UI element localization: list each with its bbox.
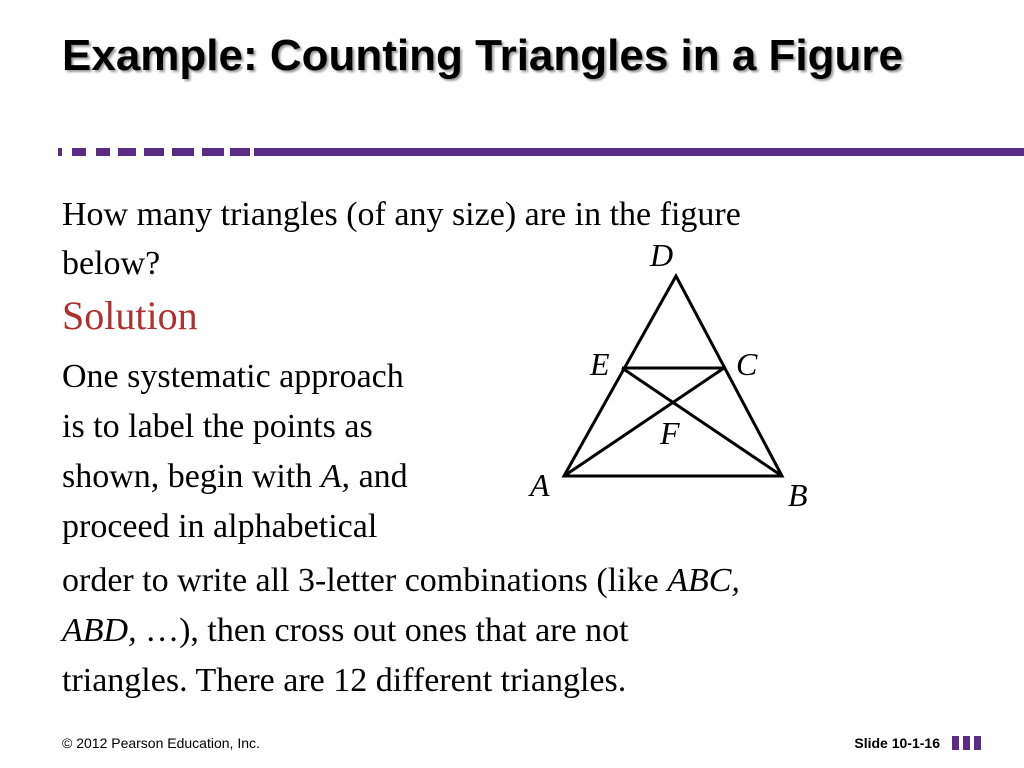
body-text: order to write all 3-letter combinations (like: [62, 562, 668, 599]
divider-dash: [230, 148, 250, 156]
copyright-text: © 2012 Pearson Education, Inc.: [62, 735, 260, 751]
solution-body-narrow: [62, 352, 512, 552]
divider-solid: [254, 148, 1024, 156]
body-text: and: [350, 458, 408, 495]
body-text: …), then cross out ones that are not: [136, 612, 629, 649]
divider-dash: [172, 148, 194, 156]
body-line: [62, 556, 962, 606]
question-text: How many triangles (of any size) are in the figure below?: [62, 196, 741, 282]
body-line: [62, 452, 512, 502]
divider-dash: [118, 148, 136, 156]
footer-bars: [952, 736, 982, 750]
footer-bar: [974, 736, 981, 750]
label-a: A: [530, 467, 550, 503]
abc-ref: ABC,: [667, 562, 740, 599]
label-b: B: [788, 477, 808, 513]
divider-dash: [96, 148, 110, 156]
divider-dash: [72, 148, 86, 156]
body-line: [62, 606, 962, 656]
footer-bar: [952, 736, 959, 750]
body-line: is to label the points as: [62, 408, 373, 445]
triangle-figure: [520, 230, 830, 520]
slide-number: Slide 10-1-16: [854, 735, 940, 751]
point-a-ref: A,: [320, 458, 351, 495]
body-line: One systematic approach: [62, 358, 404, 395]
label-c: C: [736, 346, 758, 382]
label-e: E: [590, 346, 610, 382]
label-d: D: [650, 237, 674, 273]
solution-heading: Solution: [62, 293, 198, 338]
body-line: proceed in alphabetical: [62, 508, 378, 545]
body-line: triangles. There are 12 different triangles.: [62, 662, 627, 699]
slide-title: Example: Counting Triangles in a Figure: [62, 31, 904, 80]
divider-dash: [144, 148, 164, 156]
label-f: F: [660, 415, 680, 451]
solution-body-wide: [62, 556, 962, 706]
body-text: shown, begin with: [62, 458, 321, 495]
divider-dash: [202, 148, 224, 156]
title-divider: [0, 146, 1024, 158]
divider-dash: [58, 148, 62, 156]
footer-bar: [963, 736, 970, 750]
triangle-diagram: [520, 230, 830, 520]
abd-ref: ABD,: [62, 612, 137, 649]
